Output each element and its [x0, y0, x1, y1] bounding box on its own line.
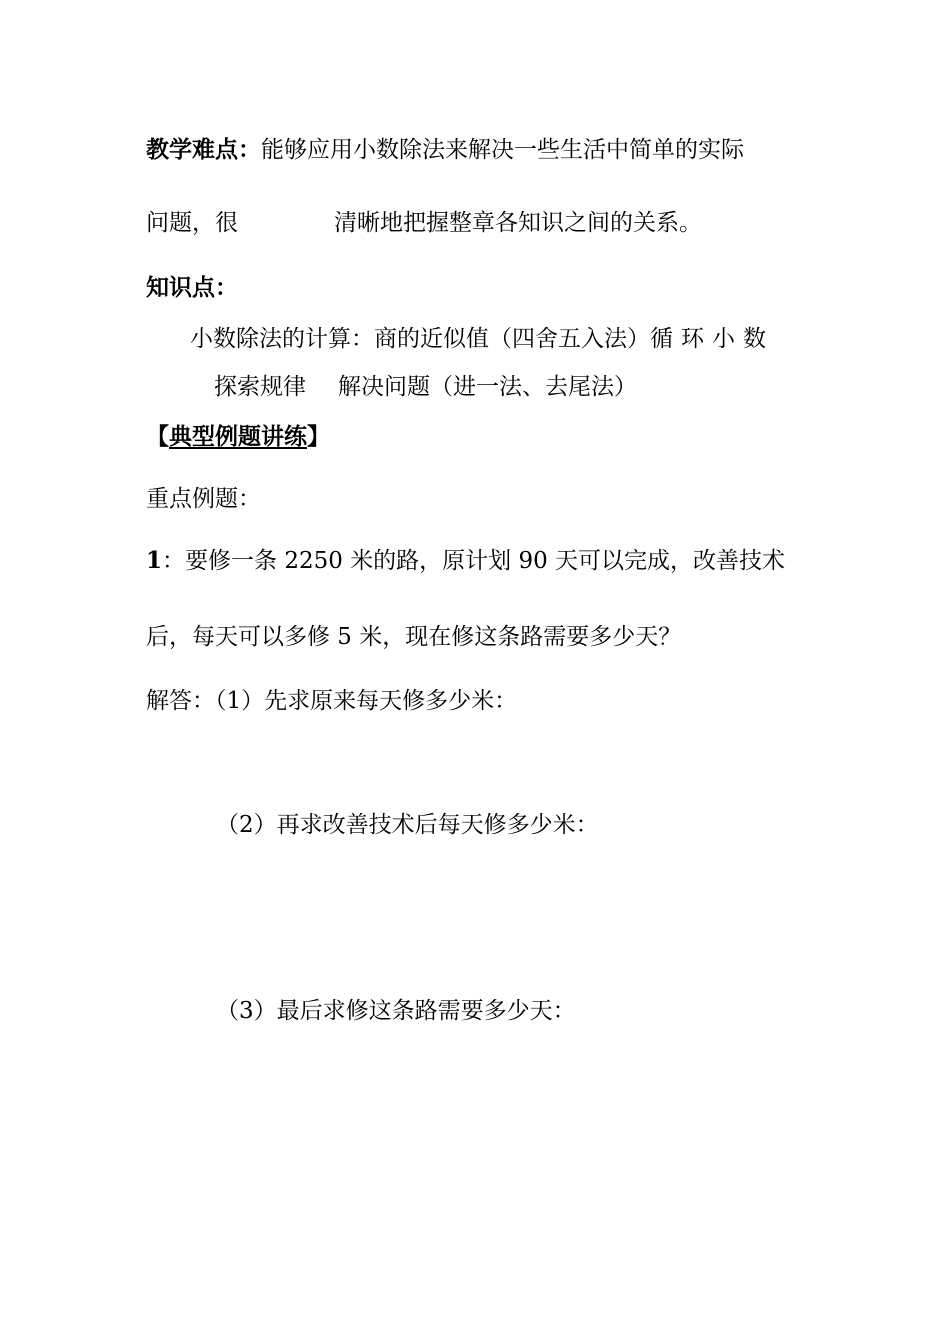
knowledge-text-2b: 解决问题（进一法、去尾法） [338, 374, 637, 400]
difficulty-label: 教学难点： [146, 136, 261, 163]
answer-line-1 [146, 686, 517, 716]
knowledge-text-2a: 探索规律 [214, 374, 306, 400]
section-bracket-close: 】 [307, 423, 330, 450]
problem1-number: 1 [146, 547, 163, 574]
section-bracket-open: 【 [146, 423, 169, 450]
knowledge-text-1a: 小数除法的计算：商的近似值（四舍五入法）循 [190, 326, 673, 352]
knowledge-label: 知识点： [146, 274, 238, 301]
answer-step-1: （1）先求原来每天修多少米： [215, 688, 518, 714]
problem1-line-2: 后，每天可以多修 5 米，现在修这条路需要多少天？ [146, 624, 682, 650]
answer-label: 解答： [146, 688, 215, 714]
problem1-text-1: ：要修一条 2250 米的路，原计划 90 天可以完成，改善技术 [162, 548, 786, 574]
answer-step-3: （3）最后求修这条路需要多少天： [216, 998, 576, 1024]
section-heading [146, 422, 330, 452]
difficulty-text-2a: 问题，很 [146, 210, 238, 236]
knowledge-line-1 [190, 324, 766, 354]
difficulty-line-1 [146, 135, 744, 165]
section-title: 典型例题讲练 [169, 423, 307, 450]
difficulty-text-2b: 清晰地把握整章各知识之间的关系。 [334, 210, 702, 236]
knowledge-line-2 [214, 372, 637, 402]
knowledge-text-1c: 小 [712, 326, 735, 352]
key-examples-label: 重点例题： [146, 486, 261, 512]
knowledge-text-1b: 环 [681, 326, 704, 352]
answer-step-2: （2）再求改善技术后每天修多少米： [216, 812, 599, 838]
knowledge-text-1d: 数 [743, 326, 766, 352]
difficulty-text-1: 能够应用小数除法来解决一些生活中简单的实际 [261, 137, 744, 163]
difficulty-line-2 [146, 208, 702, 238]
problem1-line-1 [146, 546, 785, 576]
